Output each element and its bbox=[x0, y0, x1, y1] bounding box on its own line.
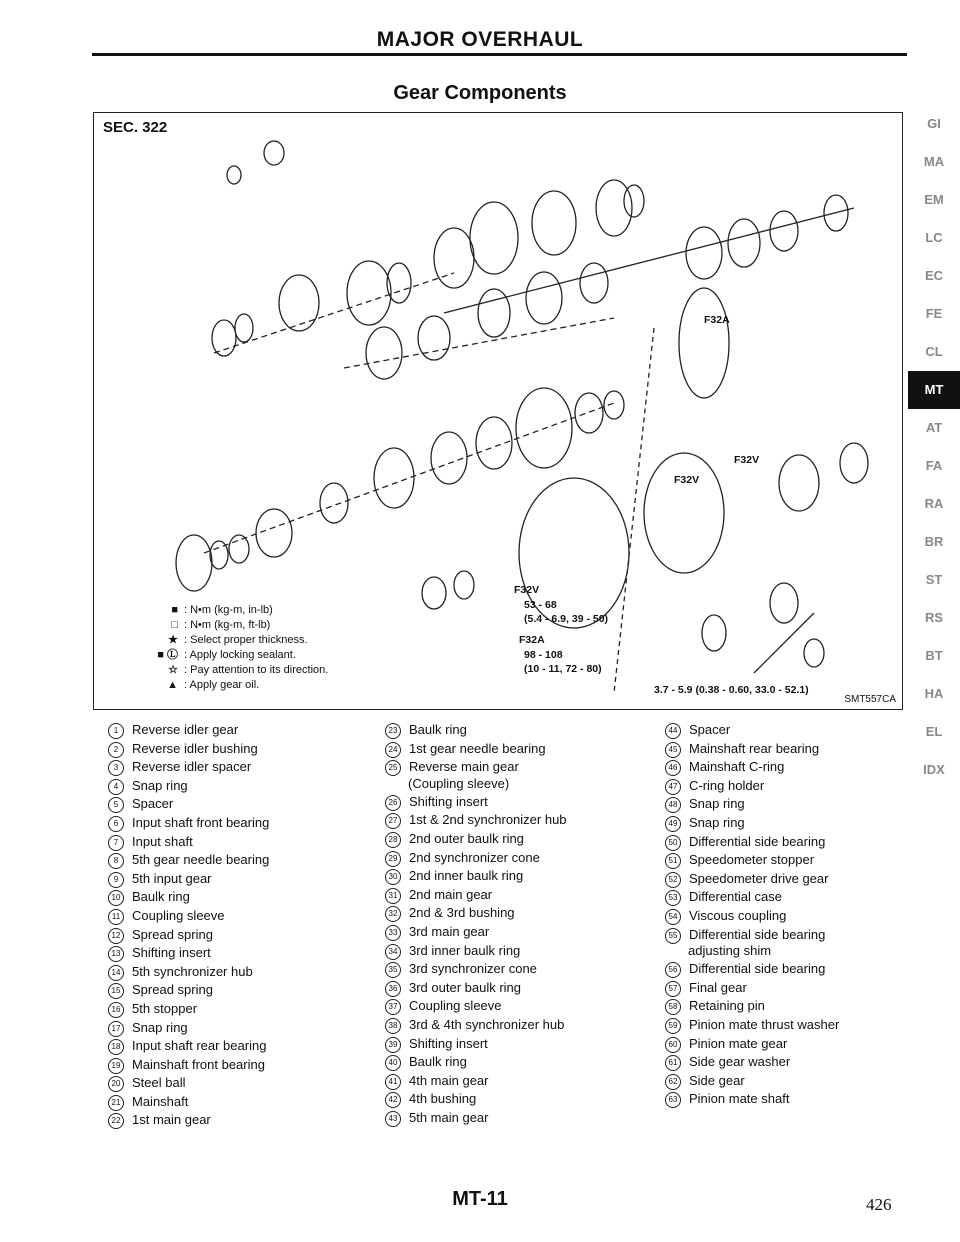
parts-list-col3 bbox=[665, 722, 839, 1110]
part-number: 51 bbox=[665, 853, 681, 869]
part-number: 31 bbox=[385, 888, 401, 904]
torque-spec-2: 98 - 108 (10 - 11, 72 - 80) bbox=[524, 649, 602, 675]
part-number: 7 bbox=[108, 835, 124, 851]
part-name: 1st & 2nd synchronizer hub bbox=[409, 812, 567, 828]
part-name: Pinion mate gear bbox=[689, 1035, 788, 1051]
part-name: 3rd main gear bbox=[409, 923, 490, 939]
part-number: 17 bbox=[108, 1021, 124, 1037]
ring-shape bbox=[176, 535, 212, 591]
part-number: 27 bbox=[385, 813, 401, 829]
tab-el[interactable]: EL bbox=[925, 724, 943, 739]
part-item bbox=[108, 1075, 269, 1094]
part-name: Shifting insert bbox=[409, 793, 488, 809]
part-number: 39 bbox=[385, 1037, 401, 1053]
part-name: Shifting insert bbox=[409, 1035, 488, 1051]
parts-list-col1 bbox=[108, 722, 269, 1131]
label-f32v-3: F32V bbox=[674, 474, 700, 486]
part-number: 38 bbox=[385, 1018, 401, 1034]
tab-cl[interactable]: CL bbox=[925, 344, 943, 359]
torque-spec-3: 3.7 - 5.9 (0.38 - 0.60, 33.0 - 52.1) bbox=[654, 684, 809, 696]
part-number: 23 bbox=[385, 723, 401, 739]
part-number: 24 bbox=[385, 742, 401, 758]
part-item bbox=[665, 834, 839, 853]
differential-case-shape bbox=[679, 288, 729, 398]
part-item bbox=[108, 945, 269, 964]
parts-list-col2 bbox=[385, 722, 567, 1128]
part-item bbox=[108, 889, 269, 908]
part-number: 42 bbox=[385, 1092, 401, 1108]
part-number: 26 bbox=[385, 795, 401, 811]
part-item bbox=[108, 982, 269, 1001]
tab-ra[interactable]: RA bbox=[924, 496, 944, 511]
part-item bbox=[385, 1073, 567, 1092]
part-name: Speedometer drive gear bbox=[689, 870, 829, 886]
part-number: 25 bbox=[385, 760, 401, 776]
part-name: 2nd inner baulk ring bbox=[409, 868, 524, 884]
part-number: 32 bbox=[385, 906, 401, 922]
ring-shape bbox=[575, 393, 603, 433]
tab-ma[interactable]: MA bbox=[923, 154, 945, 169]
middle-row-line bbox=[344, 318, 614, 368]
part-name: Baulk ring bbox=[409, 1054, 467, 1070]
part-item bbox=[108, 1020, 269, 1039]
part-item bbox=[385, 998, 567, 1017]
part-number: 56 bbox=[665, 962, 681, 978]
part-number: 58 bbox=[665, 999, 681, 1015]
label-f32a-2: F32A bbox=[704, 314, 730, 326]
part-item bbox=[385, 1091, 567, 1110]
part-name: 3rd synchronizer cone bbox=[409, 961, 537, 977]
tab-idx[interactable]: IDX bbox=[923, 762, 945, 777]
part-number: 5 bbox=[108, 797, 124, 813]
part-number: 53 bbox=[665, 890, 681, 906]
part-item bbox=[385, 794, 567, 813]
part-item bbox=[108, 778, 269, 797]
part-name: 4th main gear bbox=[409, 1072, 489, 1088]
part-number: 30 bbox=[385, 869, 401, 885]
part-name: Differential case bbox=[689, 889, 782, 905]
part-number: 59 bbox=[665, 1018, 681, 1034]
part-number: 8 bbox=[108, 853, 124, 869]
gear-shape bbox=[596, 180, 632, 236]
tab-fa[interactable]: FA bbox=[925, 458, 943, 473]
part-name: Spread spring bbox=[132, 926, 213, 942]
part-name: Viscous coupling bbox=[689, 907, 787, 923]
part-number: 48 bbox=[665, 797, 681, 813]
part-item bbox=[665, 815, 839, 834]
section-tabs bbox=[908, 105, 960, 789]
gear-shape bbox=[728, 219, 760, 267]
tab-em[interactable]: EM bbox=[924, 192, 944, 207]
part-name: Final gear bbox=[689, 979, 747, 995]
idler-gear-shape bbox=[264, 141, 284, 165]
pinion-gear-shape bbox=[702, 615, 726, 651]
part-item bbox=[108, 796, 269, 815]
ring-shape bbox=[604, 391, 624, 419]
part-number: 50 bbox=[665, 835, 681, 851]
viscous-coupling-shape bbox=[644, 453, 724, 573]
part-item bbox=[385, 850, 567, 869]
tab-rs[interactable]: RS bbox=[924, 610, 944, 625]
part-item bbox=[385, 831, 567, 850]
part-number: 11 bbox=[108, 909, 124, 925]
page-title: MAJOR OVERHAUL bbox=[376, 28, 584, 51]
part-name: 2nd main gear bbox=[409, 886, 493, 902]
part-name: Differential side bearing bbox=[689, 833, 826, 849]
gear-shape bbox=[347, 261, 391, 325]
part-number: 2 bbox=[108, 742, 124, 758]
part-item bbox=[385, 1054, 567, 1073]
part-name: 5th synchronizer hub bbox=[132, 963, 253, 979]
gear-shape bbox=[434, 228, 474, 288]
part-item bbox=[385, 943, 567, 962]
part-item bbox=[108, 815, 269, 834]
part-name: Coupling sleeve bbox=[409, 998, 502, 1014]
part-item bbox=[665, 852, 839, 871]
part-number: 14 bbox=[108, 965, 124, 981]
part-name: 5th main gear bbox=[409, 1109, 489, 1125]
part-item bbox=[665, 1073, 839, 1092]
part-name: Snap ring bbox=[132, 1019, 188, 1035]
part-number: 52 bbox=[665, 872, 681, 888]
part-name: 3rd & 4th synchronizer hub bbox=[409, 1016, 565, 1032]
part-item bbox=[665, 871, 839, 890]
legend-item: ■ : N•m (kg-m, in-lb) bbox=[171, 604, 273, 616]
part-number: 45 bbox=[665, 742, 681, 758]
part-item bbox=[665, 1054, 839, 1073]
tab-bt[interactable]: BT bbox=[925, 648, 943, 663]
part-name: Pinion mate shaft bbox=[689, 1091, 790, 1107]
part-name: Input shaft front bearing bbox=[132, 814, 270, 830]
gear-shape bbox=[470, 202, 518, 274]
tab-lc[interactable]: LC bbox=[925, 230, 943, 245]
part-name: 1st main gear bbox=[132, 1112, 211, 1128]
part-name: Side gear washer bbox=[689, 1054, 791, 1070]
label-f32v-1: F32V bbox=[514, 584, 540, 596]
part-item bbox=[665, 1091, 839, 1110]
part-number: 63 bbox=[665, 1092, 681, 1108]
part-number: 10 bbox=[108, 890, 124, 906]
part-number: 40 bbox=[385, 1055, 401, 1071]
ring-shape bbox=[229, 535, 249, 563]
part-number: 22 bbox=[108, 1113, 124, 1129]
part-name: Steel ball bbox=[132, 1075, 186, 1091]
part-number: 35 bbox=[385, 962, 401, 978]
part-name: 5th gear needle bearing bbox=[132, 852, 270, 868]
part-item bbox=[385, 924, 567, 943]
part-number: 57 bbox=[665, 981, 681, 997]
part-name: 4th bushing bbox=[409, 1091, 477, 1107]
part-name: 2nd & 3rd bushing bbox=[409, 905, 515, 921]
part-item bbox=[385, 905, 567, 924]
gear-shape bbox=[279, 275, 319, 331]
part-item bbox=[665, 1036, 839, 1055]
speedometer-gear-shape bbox=[779, 455, 819, 511]
tab-gi[interactable]: GI bbox=[927, 116, 941, 131]
part-name: 2nd outer baulk ring bbox=[409, 830, 524, 846]
tab-ha[interactable]: HA bbox=[924, 686, 944, 701]
idler-bushing-shape bbox=[227, 166, 241, 184]
side-bearing-shape bbox=[422, 577, 446, 609]
part-item bbox=[665, 961, 839, 980]
part-name: Coupling sleeve bbox=[132, 907, 225, 923]
legend-item: ★ : Select proper thickness. bbox=[168, 634, 308, 646]
part-item bbox=[108, 1057, 269, 1076]
gear-shape bbox=[366, 327, 402, 379]
part-name-continued: adjusting shim bbox=[688, 943, 772, 959]
part-item bbox=[665, 980, 839, 999]
tab-at[interactable]: AT bbox=[925, 420, 943, 435]
part-name: Input shaft bbox=[132, 833, 193, 849]
part-item bbox=[385, 961, 567, 980]
part-name: Spread spring bbox=[132, 982, 213, 998]
gear-shape bbox=[770, 211, 798, 251]
part-number: 28 bbox=[385, 832, 401, 848]
part-number: 20 bbox=[108, 1076, 124, 1092]
part-number: 16 bbox=[108, 1002, 124, 1018]
gear-shape bbox=[476, 417, 512, 469]
tab-st[interactable]: ST bbox=[925, 572, 943, 587]
page-number: 426 bbox=[866, 1195, 892, 1214]
part-name: Mainshaft rear bearing bbox=[689, 740, 820, 756]
part-item bbox=[108, 759, 269, 778]
part-item bbox=[385, 741, 567, 760]
part-name: Reverse idler spacer bbox=[132, 759, 252, 775]
part-name: Differential side bearing bbox=[689, 961, 826, 977]
part-name: Mainshaft front bearing bbox=[132, 1056, 265, 1072]
shim-shape bbox=[454, 571, 474, 599]
gear-shape bbox=[526, 272, 562, 324]
part-number: 34 bbox=[385, 944, 401, 960]
part-name: Input shaft rear bearing bbox=[132, 1038, 267, 1054]
part-name: Baulk ring bbox=[132, 889, 190, 905]
part-name: Mainshaft bbox=[132, 1093, 189, 1109]
gear-shape bbox=[320, 483, 348, 523]
part-number: 60 bbox=[665, 1037, 681, 1053]
part-number: 47 bbox=[665, 779, 681, 795]
part-name: Spacer bbox=[132, 796, 174, 812]
tab-br[interactable]: BR bbox=[924, 534, 944, 549]
part-item bbox=[665, 741, 839, 760]
section-label: SEC. 322 bbox=[103, 119, 168, 136]
part-name: Differential side bearing bbox=[689, 926, 826, 942]
part-number: 33 bbox=[385, 925, 401, 941]
part-item bbox=[385, 1017, 567, 1036]
part-item bbox=[108, 927, 269, 946]
part-number: 37 bbox=[385, 999, 401, 1015]
part-number: 1 bbox=[108, 723, 124, 739]
part-number: 9 bbox=[108, 872, 124, 888]
part-item bbox=[385, 887, 567, 906]
part-item bbox=[665, 889, 839, 908]
part-name: Mainshaft C-ring bbox=[689, 759, 785, 775]
part-number: 13 bbox=[108, 946, 124, 962]
part-name: C-ring holder bbox=[689, 777, 765, 793]
part-name-continued: (Coupling sleeve) bbox=[408, 775, 510, 791]
ring-shape bbox=[235, 314, 253, 342]
part-item bbox=[665, 759, 839, 778]
part-number: 12 bbox=[108, 928, 124, 944]
part-name: Shifting insert bbox=[132, 945, 211, 961]
header-rule bbox=[92, 53, 907, 56]
label-f32a-1: F32A bbox=[519, 634, 545, 646]
part-number: 15 bbox=[108, 983, 124, 999]
part-item bbox=[665, 998, 839, 1017]
part-name: 1st gear needle bearing bbox=[409, 740, 546, 756]
ring-shape bbox=[624, 185, 644, 217]
part-item bbox=[108, 1094, 269, 1113]
part-name: Retaining pin bbox=[689, 998, 765, 1014]
part-number: 62 bbox=[665, 1074, 681, 1090]
legend-item: ▲ : Apply gear oil. bbox=[167, 679, 260, 691]
gear-shape bbox=[532, 191, 576, 255]
part-name: Snap ring bbox=[689, 796, 745, 812]
part-item bbox=[108, 908, 269, 927]
figure-ref-code: SMT557CA bbox=[844, 694, 896, 705]
part-number: 61 bbox=[665, 1055, 681, 1071]
page-code: MT-11 bbox=[452, 1188, 508, 1210]
part-number: 19 bbox=[108, 1058, 124, 1074]
part-item bbox=[108, 834, 269, 853]
part-item bbox=[108, 1112, 269, 1131]
part-item bbox=[665, 908, 839, 927]
part-item bbox=[108, 1038, 269, 1057]
part-item bbox=[385, 868, 567, 887]
gear-shape bbox=[478, 289, 510, 337]
part-item bbox=[385, 812, 567, 831]
part-item bbox=[665, 778, 839, 797]
torque-spec-1: 53 - 68 (5.4 - 6.9, 39 - 50) bbox=[524, 599, 609, 625]
part-number: 21 bbox=[108, 1095, 124, 1111]
gear-shape bbox=[431, 432, 467, 484]
part-name: Reverse main gear bbox=[409, 759, 519, 775]
part-number: 3 bbox=[108, 760, 124, 776]
ring-shape bbox=[580, 263, 608, 303]
part-number: 6 bbox=[108, 816, 124, 832]
part-name: Speedometer stopper bbox=[689, 852, 815, 868]
bearing-shape bbox=[256, 509, 292, 557]
part-item bbox=[108, 852, 269, 871]
part-item bbox=[108, 871, 269, 890]
part-name: 2nd synchronizer cone bbox=[409, 849, 540, 865]
part-item bbox=[665, 722, 839, 741]
part-item bbox=[385, 1110, 567, 1129]
part-name: Reverse idler gear bbox=[132, 722, 239, 737]
part-number: 4 bbox=[108, 779, 124, 795]
tab-ec[interactable]: EC bbox=[924, 268, 944, 283]
part-item bbox=[665, 796, 839, 815]
part-item bbox=[385, 1036, 567, 1055]
part-name: Snap ring bbox=[689, 814, 745, 830]
part-number: 36 bbox=[385, 981, 401, 997]
label-f32v-2: F32V bbox=[734, 454, 760, 466]
part-number: 41 bbox=[385, 1074, 401, 1090]
bearing-shape bbox=[212, 320, 236, 356]
pinion-washer-shape bbox=[804, 639, 824, 667]
exploded-diagram bbox=[93, 112, 903, 710]
part-number: 49 bbox=[665, 816, 681, 832]
part-number: 43 bbox=[385, 1111, 401, 1127]
part-name: Side gear bbox=[689, 1072, 745, 1088]
lower-row-line bbox=[204, 403, 614, 553]
tab-mt[interactable]: MT bbox=[908, 371, 960, 409]
part-item bbox=[385, 980, 567, 999]
part-item bbox=[108, 1001, 269, 1020]
part-name: 5th stopper bbox=[132, 1000, 198, 1016]
part-item bbox=[665, 1017, 839, 1036]
side-gear-shape bbox=[770, 583, 798, 623]
part-number: 55 bbox=[665, 928, 681, 944]
part-item bbox=[108, 964, 269, 983]
part-name: 5th input gear bbox=[132, 870, 212, 886]
part-number: 18 bbox=[108, 1039, 124, 1055]
page-subtitle: Gear Components bbox=[393, 82, 567, 104]
tab-fe[interactable]: FE bbox=[925, 306, 943, 321]
part-name: 3rd outer baulk ring bbox=[409, 979, 522, 995]
part-item bbox=[108, 741, 269, 760]
part-number: 29 bbox=[385, 851, 401, 867]
part-name: Pinion mate thrust washer bbox=[689, 1016, 840, 1032]
part-name: Snap ring bbox=[132, 777, 188, 793]
part-number: 44 bbox=[665, 723, 681, 739]
gear-shape bbox=[686, 227, 722, 279]
gear-shape bbox=[374, 448, 414, 508]
part-item bbox=[108, 722, 269, 741]
part-name: Spacer bbox=[689, 722, 731, 737]
part-item bbox=[385, 722, 567, 741]
part-number: 46 bbox=[665, 760, 681, 776]
legend-item: □ : N•m (kg-m, ft-lb) bbox=[171, 619, 271, 631]
part-name: Baulk ring bbox=[409, 722, 467, 737]
bearing-shape bbox=[840, 443, 868, 483]
part-number: 54 bbox=[665, 909, 681, 925]
part-name: Reverse idler bushing bbox=[132, 740, 258, 756]
symbol-legend bbox=[134, 603, 328, 693]
pinion-shaft-shape bbox=[754, 613, 814, 673]
legend-item: ☆ : Pay attention to its direction. bbox=[168, 664, 329, 676]
part-name: 3rd inner baulk ring bbox=[409, 942, 521, 958]
legend-item: ■ Ⓛ : Apply locking sealant. bbox=[157, 649, 296, 661]
